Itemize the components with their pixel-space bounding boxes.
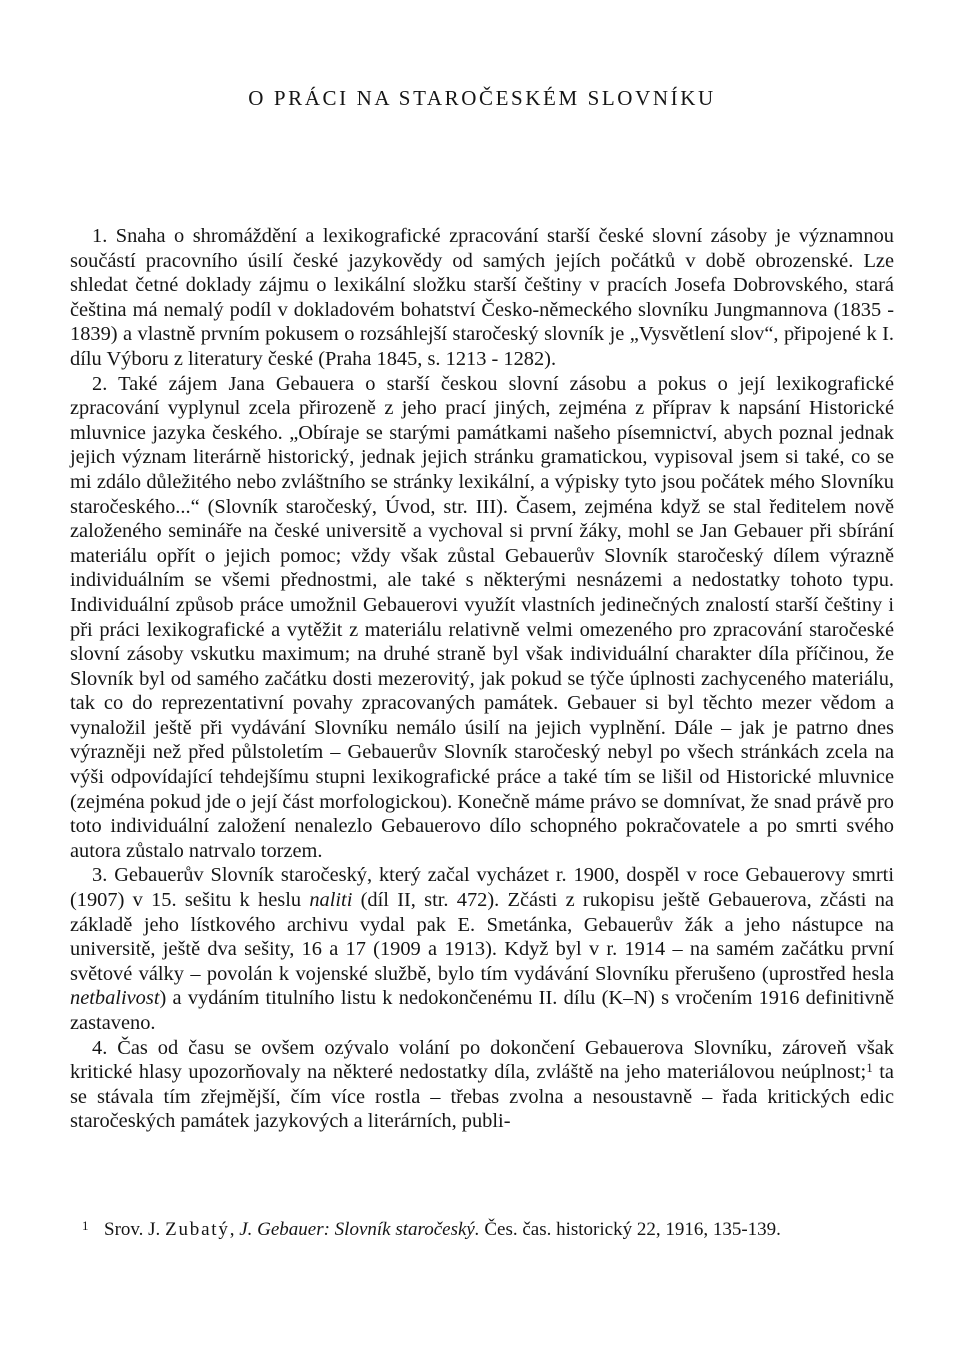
footnote-work-title: J. Gebauer: Slovník staročeský. (239, 1219, 480, 1240)
footnote-text-post: Čes. čas. historický 22, 1916, 135-139. (479, 1219, 781, 1240)
paragraph-1: 1. Snaha o shromáždění a lexikografické zpracování starší české slovní zásoby je významnou součástí pracovního úsilí české jazykovědy od samých jejích počátků v době obrozenské. Lze shledat četné doklady zájmu o lexikální složku starší češtiny v pracích Josefa Dobrovského, stará čeština má nemalý podíl v dokladovém bohatství Česko-německého slovníku Jungmannova (1835 - 1839) a vlastně prvním pokusem o rozsáhlejší staročeský slovník je „Vysvětlení slov“, připojené k I. dílu Výboru z literatury české (Praha 1845, s. 1213 - 1282). (70, 225, 894, 370)
headword-naliti: naliti (309, 889, 353, 912)
paragraph-4-text-end: ta se stávala tím zřejmější, čím více rostla – třebas zvolna a nesoustavně – řada kritických edic staročeských památek jazykových a literárních, publi- (70, 1061, 894, 1133)
paragraph-4-text-start: 4. Čas od času se ovšem ozývalo volání po dokončení Gebauerova Slovníku, zároveň však kritické hlasy upozorňovaly na některé nedostatky díla, zvláště na jeho materiálovou neúplnost; (70, 1036, 894, 1084)
footnote-1 (70, 1218, 894, 1242)
paragraph-2: 2. Také zájem Jana Gebauera o starší českou slovní zásobu a pokus o její lexikografické zpracování vyplynul zcela přirozeně z jeho prací jiných, zejména z příprav k napsání Historické mluvnice jazyka českého. „Obíraje se starými památkami našeho písemnictví, abych poznal jednak jejich význam literárně historický, jednak jejich stránku gramatickou, vypisoval jsem si také, co se mi zdálo důležitého nebo zvláštního se stránky lexikální, a výpisky tyto jsou počátek mého Slovníku staročeského...“ (Slovník staročeský, Úvod, str. III). Časem, zejména když se stal ředitelem nově založeného semináře na české universitě a vychoval si první žáky, mohl se Jan Gebauer při sbírání materiálu opřít o jejich pomoc; vždy však zůstal Gebauerův Slovník staročeský dílem výrazně individuálním se všemi přednostmi, ale také s některými nesnázemi a nedostatky tohoto typu. Individuální způsob práce umožnil Gebauerovi využít vlastních jedinečných znalostí starší češtiny i při práci lexikografické a vytěžit z materiálu relativně velmi omezeného pro zpracování staročeské slovní zásoby vskutku maximum; na druhé straně byl však individuální charakter díla příčinou, že Slovník byl od samého začátku dosti mezerovitý, jak pokud se týče úplnosti zachyceného materiálu, tak co do reprezentativní povahy zpracovaných památek. Gebauer si byl těchto mezer vědom a vynaložil ještě při vydávání Slovníku nemálo úsilí na jejich vyplnění. Dále – jak je patrno dnes výrazněji než před půlstoletím – Gebauerův Slovník staročeský nebyl po všech stránkách zcela na výši odpovídající tehdejšímu stupni lexikografické práce a také tím se lišil od Historické mluvnice (zejména pokud jde o její část morfologickou). Konečně máme právo se domnívat, že snad právě pro toto individuální založení nenalezlo Gebauerovo dílo schopného pokračovatele a po smrti svého autora zůstalo natrvalo torzem. (70, 372, 894, 862)
page-title: O PRÁCI NA STAROČESKÉM SLOVNÍKU (248, 86, 716, 110)
footnote-separator: , (229, 1219, 240, 1240)
paragraph-3-text-middle: (díl II, str. 472). Zčásti z rukopisu ještě Gebauerova, zčásti na základě jeho lístkového archivu vydal pak E. Smetánka, Gebauerův žák a jeho nástupce na universitě, ještě dva sešity, 16 a 17 (1909 a 1913). Když byl v r. 1914 – na samém začátku první světové války – povolán k vojenské službě, bylo tím vydávání Slovníku přerušeno (uprostřed hesla (70, 889, 894, 985)
paragraph-3 (70, 863, 894, 1035)
paragraph-4 (70, 1036, 894, 1134)
footnote-reference-1[interactable]: 1 (866, 1060, 873, 1076)
paragraph-3-text-start: 3. Gebauerův Slovník staročeský, který začal vycházet r. 1900, dospěl v roce Gebauerovy smrti (1907) v 15. sešitu k heslu (70, 864, 894, 912)
footnotes (70, 1218, 894, 1242)
footnote-author: Zubatý (165, 1219, 230, 1240)
body-text (70, 224, 894, 1134)
footnote-marker: 1 (82, 1218, 89, 1233)
headword-netbalivost: netbalivost (70, 987, 160, 1010)
footnote-text-pre: Srov. J. (104, 1219, 166, 1240)
paragraph-3-text-end: ) a vydáním titulního listu k nedokončenému II. dílu (K–N) s vročením 1916 definitivně zastaveno. (70, 987, 894, 1034)
